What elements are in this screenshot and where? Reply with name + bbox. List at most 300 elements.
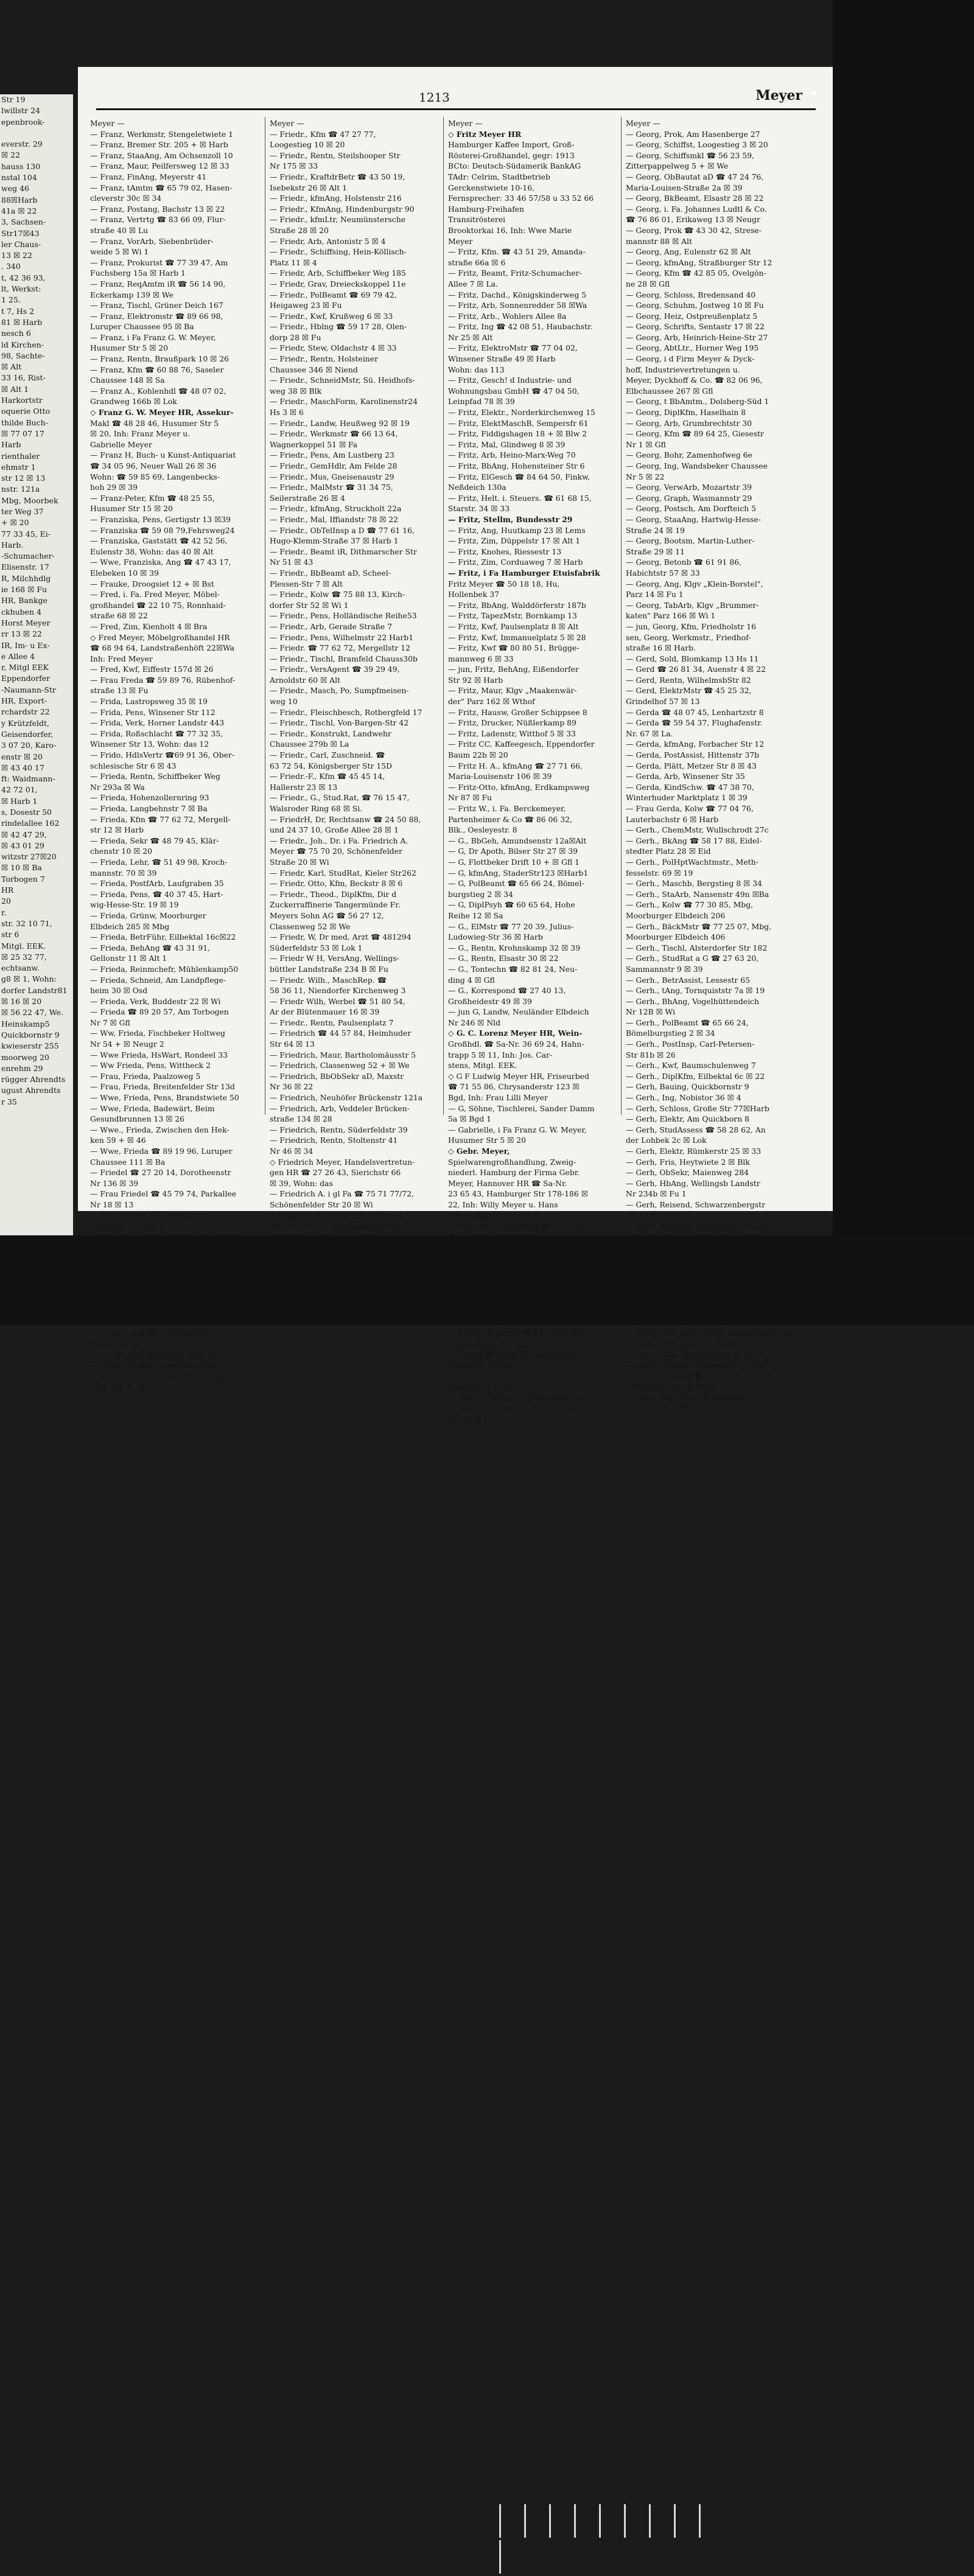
- edge-mark: [499, 2504, 501, 2538]
- left-fragment-line: lt, Werkst:: [1, 284, 41, 294]
- directory-entry: Winterhuder Marktplatz 1 ☒ 39: [626, 793, 748, 803]
- directory-entry: Nr 36 ☒ 22: [270, 1082, 314, 1092]
- directory-entry: — Frieda, PostfArb, Laufgraben 35: [90, 879, 224, 888]
- directory-entry: katen" Parz 166 ☒ Wi 1: [626, 611, 716, 621]
- directory-entry: gen HR ☎ 27 26 43, Sierichstr 66: [270, 1168, 401, 1178]
- directory-entry: Meyers Sohn AG ☎ 56 27 12,: [270, 910, 384, 920]
- left-fragment-line: r, Mitgl EEK: [1, 663, 49, 672]
- directory-entry: TAdr: Celrim, Stadtbetrieb: [448, 172, 550, 181]
- left-fragment-line: kwieserstr 255: [1, 1041, 59, 1051]
- directory-entry: — Georg, KondMstr., An der Alster: [448, 1403, 581, 1413]
- directory-entry: Reihe 12 ☒ Sa: [448, 910, 503, 920]
- left-fragment-line: rchardstr 22: [1, 707, 50, 717]
- directory-entry: — Friedrich A. i gl Fa ☎ 75 71 77/72,: [270, 1189, 414, 1199]
- directory-entry: — Franz, i Fa Franz G. W. Meyer,: [90, 332, 216, 342]
- directory-entry: — Friedr., PolBeamt ☎ 69 79 42,: [270, 290, 397, 299]
- directory-entry: — Franz, tAmtm ☎ 65 79 02, Hasen-: [90, 183, 233, 192]
- directory-entry: — G., Tontechn ☎ 82 81 24, Neu-: [448, 964, 578, 974]
- directory-entry: — Gerh., StudRat a G ☎ 27 63 20,: [626, 954, 759, 963]
- directory-entry: Zitterpappelweg 5 + ☒ We: [626, 161, 729, 171]
- left-fragment-line: str. 32 10 71,: [1, 918, 52, 928]
- directory-entry: — Georg, StaaAng, Hartwig-Hesse-: [626, 514, 761, 524]
- directory-entry: stens, Mitgl. EEK.: [448, 1061, 517, 1070]
- directory-entry: — Friedr., Pens, Am Lustberg 23: [270, 450, 394, 460]
- directory-entry: Großheidestr 49 ☒ 39: [448, 996, 532, 1006]
- directory-entry: burgstieg 2 ☒ 34: [448, 889, 513, 899]
- left-fragment-line: str 12 ☒ 13: [1, 473, 46, 483]
- left-fragment-line: ☒ Alt: [1, 362, 22, 372]
- left-fragment-line: ☒ 77 07 17: [1, 428, 44, 438]
- directory-entry: — Frieda, Sekr ☎ 48 79 45, Klär-: [90, 836, 219, 845]
- directory-entry: — Frau Freda ☎ 59 89 76, Rübenhof-: [90, 675, 236, 685]
- directory-entry: — Frieda, Schneid, Am Landpflege-: [90, 975, 226, 985]
- left-fragment-line: enrehm 29: [1, 1063, 43, 1073]
- edge-mark: [574, 2504, 576, 2538]
- left-fragment-line: 42 72 01,: [1, 785, 38, 795]
- directory-entry: — Fritz, BbAng, Hohensteiner Str 6: [448, 461, 585, 470]
- directory-entry: ☎ 75 71 71/72, Schönenfelder Str: [270, 1221, 402, 1231]
- directory-entry: — Fritz, Hausw, Großer Schippsee 8: [448, 707, 587, 717]
- directory-entry: — Franz, Postang, Bachstr 13 ☒ 22: [90, 204, 225, 214]
- directory-entry: — Fritz H. A., kfmAng ☎ 27 71 66,: [448, 761, 583, 770]
- directory-entry: — Friedrich, Rentn, Stoltenstr 41: [270, 1136, 398, 1145]
- directory-entry: Nr 87 ☒ Fu: [448, 793, 492, 803]
- left-fragment-line: r.: [1, 907, 7, 917]
- directory-entry: — Gabrielle, i Fa Franz G. W. Meyer,: [448, 1125, 587, 1134]
- edge-mark: [699, 2504, 701, 2538]
- directory-entry: — Gerh., PolBeamt ☎ 65 66 24,: [626, 1017, 749, 1027]
- directory-entry: — Friedr., G., Stud.Rat, ☎ 76 15 47,: [270, 793, 410, 803]
- directory-entry: schlesische Str 6 ☒ 43: [90, 761, 177, 770]
- directory-entry: Gellonstr 11 ☒ Alt 1: [90, 954, 167, 963]
- directory-entry: — Friedr., Arb, Gerade Straße 7: [270, 621, 393, 631]
- directory-entry: — Georg, AbtLtr., Horner Weg 195: [626, 343, 759, 353]
- column-3: [448, 118, 615, 1424]
- directory-entry: Str 64 ☒ 13: [270, 1039, 315, 1049]
- directory-entry: — Wwe., Frieda, Zwischen den Hek-: [90, 1125, 229, 1134]
- left-fragment-line: ☒ 56 22 47, We.: [1, 1008, 63, 1017]
- directory-entry: Allee 7 ☒ La.: [448, 279, 498, 288]
- directory-entry: — Fred, Zim, Kienholt 4 ☒ Bra: [90, 621, 208, 631]
- directory-entry: trapp 5 ☒ 11, Inh: Jos. Car-: [448, 1050, 553, 1059]
- directory-entry: — Gerh, Elektr, Am Quickborn 8: [626, 1114, 749, 1124]
- left-fragment-line: str 6: [1, 930, 19, 940]
- directory-entry: — Wwe, Frieda, Pens, Brandstwiete 50: [90, 1093, 239, 1103]
- directory-entry: — Friedrich ☎ 44 57 84, Heimhuder: [270, 1028, 412, 1038]
- directory-entry: Partenheimer & Co ☎ 86 06 32,: [448, 814, 572, 824]
- left-fragment-line: 77 33 45, Ei-: [1, 529, 51, 539]
- directory-entry: Nr 5 ☒ 22: [626, 472, 665, 481]
- directory-entry: — Wwe, Frieda ☎ 89 19 96, Luruper: [90, 1147, 233, 1156]
- directory-entry: mannweg 6 ☒ 33: [448, 654, 514, 663]
- directory-entry: — Frau Gerda, Kolw ☎ 77 04 76,: [626, 804, 754, 813]
- directory-entry: — Friedr, Schloss, Aue-Insel 13b: [90, 1360, 215, 1370]
- directory-entry: — Franz, Elektromstr ☎ 89 66 98,: [90, 311, 223, 321]
- directory-entry: — Friedr, Arb, Antonistr 5 ☒ 4: [270, 236, 386, 246]
- directory-entry: weg 10: [270, 697, 298, 707]
- directory-entry: Starstr. 34 ☒ 33: [448, 504, 510, 514]
- scan-bottom-edge: [0, 1235, 974, 1325]
- directory-entry: — Fritz, Elektr., Norderkirchenweg 15: [448, 408, 596, 417]
- directory-entry: — Georg, Heiz, Ostpreußenplatz 5: [626, 311, 758, 321]
- left-fragment-line: 98, Sachte-: [1, 351, 45, 360]
- directory-entry: straße 66a ☒ 6: [448, 257, 506, 267]
- directory-entry: — Frieda, Rentn, Schiffbeker Weg: [90, 772, 220, 781]
- directory-entry: — Friedr., Tischl, Bramfeld Chauss30b: [270, 654, 418, 663]
- directory-entry: — Frido, HdlsVertr ☎69 91 36, Ober-: [90, 750, 235, 760]
- directory-entry: Elbdeich 285 ☒ Mbg: [90, 921, 170, 931]
- directory-entry: 58 36 11, Niendorfer Kirchenweg 3: [270, 986, 406, 996]
- directory-entry: — Franz, Vertrtg ☎ 83 66 09, Flur-: [90, 215, 226, 225]
- directory-entry: Nr 42 ☒ Harb: [626, 1210, 679, 1220]
- left-fragment-line: -Schumacher-: [1, 551, 55, 561]
- directory-entry: — Friedr., kfmAng, Holstenstr 216: [270, 194, 402, 203]
- directory-entry: — Fritz, Ing ☎ 42 08 51, Haubachstr.: [448, 322, 593, 332]
- directory-entry: — Frieda, Reinmchefr, Mühlenkamp50: [90, 964, 239, 974]
- directory-entry: — Fritz, ElektMaschB, Sempersfr 61: [448, 418, 589, 428]
- directory-entry: 5a ☒ Bgd 1: [448, 1114, 492, 1124]
- directory-entry: — G, kfmAng, StaderStr123 ☒Harb1: [448, 868, 589, 878]
- directory-entry: selmünder Str 10 ☒ 43: [626, 1382, 714, 1392]
- directory-entry: — Frieda, Langbehnstr 7 ☒ Ba: [90, 804, 208, 813]
- directory-entry: Platz 11 ☒ 4: [270, 257, 317, 267]
- directory-entry: — Gerd ☎ 26 81 34, Auenstr 4 ☒ 22: [626, 665, 766, 674]
- directory-entry: — Friedr, Ing, Wiesenstr 33 ☒ 19: [90, 1350, 217, 1360]
- left-fragment-line: HR: [1, 885, 14, 895]
- directory-entry: — Georg, i. Fa. Johannes Ludtl & Co.: [626, 204, 767, 214]
- directory-entry: — Friedr., Theod., DiplKfm, Dir d: [270, 889, 397, 899]
- directory-entry: Str 81b ☒ 26: [626, 1050, 676, 1059]
- directory-entry: — G., Korrespond ☎ 27 40 13,: [448, 986, 566, 996]
- directory-entry: — Gebr, Wwe, Milchhdl ☎ 42 81 41,: [448, 1221, 589, 1231]
- directory-entry: 63 72 54, Königsberger Str 15D: [270, 761, 393, 770]
- directory-entry: — Gerd, Rentn, WilhelmsbStr 82: [626, 675, 751, 685]
- directory-entry: — Georg, Schiffst, Loogestieg 3 ☒ 20: [626, 140, 768, 150]
- left-fragment-line: Harb: [1, 440, 21, 450]
- directory-entry: — Gerh, Bauing, Quickbornstr 9: [626, 1082, 749, 1092]
- directory-entry: heim 30 ☒ Osd: [90, 986, 148, 996]
- directory-entry: Lauterbachstr 6 ☒ Harb: [626, 814, 719, 824]
- directory-entry: Meyer: [448, 236, 473, 246]
- column-divider: [443, 117, 444, 1115]
- directory-entry: — Georg, i d Firm Meyer & Dyck-: [626, 354, 755, 364]
- directory-entry: fersweg 17 ☒ 33: [448, 1382, 512, 1392]
- directory-entry: der" Parz 162 ☒ Wthof: [448, 697, 535, 707]
- directory-entry: — Fritz, Zim, Düppelstr 17 ☒ Alt 1: [448, 536, 581, 546]
- directory-entry: weide 5 ☒ Wi 1: [90, 247, 149, 257]
- directory-entry: — Fritz, Arb., Wohlers Allee 8a: [448, 311, 567, 321]
- directory-entry: — Frau, Frieda, Paalzoweg 5: [90, 1071, 201, 1081]
- directory-entry: — Gerh, Plattens, Querkamp 65 ☒ 34: [626, 1221, 769, 1231]
- left-fragment-line: ☒ 43 40 17: [1, 763, 44, 772]
- left-fragment-line: nstr. 121a: [1, 484, 40, 494]
- directory-entry: Leinpfad 78 ☒ 39: [448, 397, 515, 407]
- directory-entry: Elbchaussee 267 ☒ Gfl: [626, 386, 713, 396]
- directory-entry: — Friedr, Grav, Dreieckskoppel 11e: [270, 279, 406, 288]
- directory-entry: Eckerkamp 139 ☒ We: [90, 290, 173, 299]
- directory-entry: niederl. Hamburg der Firma Gebr.: [448, 1168, 580, 1178]
- left-fragment-line: dorfer Landstr81: [1, 985, 68, 995]
- directory-entry: — Georg, Prok, Am Hasenberge 27: [626, 129, 760, 139]
- directory-entry: Moorburger Elbdeich 206: [626, 910, 726, 920]
- scan-background: [833, 0, 974, 1325]
- left-fragment-line: . 340: [1, 262, 21, 271]
- left-fragment-line: 1 25.: [1, 295, 21, 305]
- left-fragment-line: R, Milchhdlg: [1, 573, 51, 583]
- left-fragment-line: everstr. 29: [1, 139, 43, 149]
- directory-entry: Nr 7 ☒ Gfl: [90, 1017, 130, 1027]
- directory-entry: — Friedr., KraftdrBetr ☎ 43 50 19,: [270, 172, 405, 181]
- directory-entry: — Gerh, ObSekr, Maienweg 284: [626, 1168, 749, 1178]
- directory-entry: — Franz, ReqAmtm iR ☎ 56 14 90,: [90, 279, 226, 288]
- left-fragment-line: rr 13 ☒ 22: [1, 629, 42, 639]
- directory-entry: — G, PolBeamt ☎ 65 66 24, Bömel-: [448, 879, 584, 888]
- directory-entry: Meyer, beide Hannover: [448, 1210, 538, 1220]
- directory-entry: — Fritz, ElGesch ☎ 84 64 50, Finkw,: [448, 472, 590, 481]
- left-fragment-line: HR, Export-: [1, 696, 47, 706]
- directory-entry: — jun, Georg, Kfm, Friedholstr 16: [626, 621, 757, 631]
- directory-entry: Großhdl. ☎ Sa-Nr. 36 69 24, Hahn-: [448, 1039, 584, 1049]
- directory-entry: ken 59 + ☒ 46: [90, 1136, 146, 1145]
- directory-entry: — Friedr., Pens, Holländische Reihe53: [270, 611, 417, 621]
- directory-page: [78, 67, 833, 1423]
- directory-entry: — Fritz W., i. Fa. Berckemeyer,: [448, 804, 566, 813]
- directory-entry: — Georg, Bootsm, Martin-Luther-: [626, 536, 755, 546]
- directory-entry: — Gerh, StudAssess ☎ 58 28 62, An: [626, 1125, 766, 1134]
- directory-entry: Parz 14 ☒ Fu 1: [626, 590, 684, 599]
- left-fragment-line: ld Kirchen-: [1, 340, 44, 349]
- left-fragment-line: HR, Bankge: [1, 596, 47, 606]
- directory-entry: — Georg, Graph, Wasmannstr 29: [626, 493, 752, 503]
- directory-entry: — Gerh, Elektr, Rümkerstr 25 ☒ 33: [626, 1147, 762, 1156]
- directory-entry: Ar der Blütenmauer 16 ☒ 39: [270, 1007, 380, 1017]
- left-fragment-line: 3, Sachsen-: [1, 217, 46, 227]
- directory-entry: — Georg, Filmvorf, Colonnaden 15: [448, 1392, 581, 1402]
- directory-entry: — Georg, Kfm ☎ 42 85 05, Ovelgön-: [626, 268, 766, 278]
- left-fragment-line: 41a ☒ 22: [1, 206, 37, 215]
- directory-entry: Husumer Str 15 ☒ 20: [90, 504, 173, 514]
- directory-entry: straße 13 ☒ Fu: [90, 686, 149, 696]
- directory-entry: Spielwarengroßhandlung, Zweig-: [448, 1157, 576, 1167]
- column-1: [90, 118, 258, 1392]
- directory-entry: Meyer, Hannover HR ☎ Sa-Nr.: [448, 1178, 567, 1188]
- directory-entry: — Fritz, Gesch! d Industrie- und: [448, 375, 572, 385]
- directory-entry: — Georg, Postsch, Am Dorfteich 5: [626, 504, 757, 514]
- directory-entry: — Gerh., Tischl, Alsterdorfer Str 182: [626, 943, 768, 952]
- directory-entry: — Friedr., HafArb, Holländische: [90, 1328, 213, 1338]
- directory-entry: Husumer Str 5 ☒ 20: [90, 343, 169, 353]
- directory-entry: Hugo-Klemm-Straße 37 ☒ Harb 1: [270, 536, 399, 546]
- directory-entry: — Fritz, Mal, Glindweg 8 ☒ 39: [448, 439, 566, 449]
- column-2: [270, 118, 437, 1318]
- directory-entry: Eulenstr 38, Wohn: das 40 ☒ Alt: [90, 546, 214, 556]
- directory-entry: — Gerda, kfmAng, Forbacher Str 12: [626, 739, 765, 749]
- directory-entry: — Georg, Ing, Wandsbeker Chaussee: [626, 461, 768, 470]
- directory-entry: Süderfeldstr 53 ☒ Lok 1: [270, 943, 363, 952]
- directory-entry: ☎ 76 86 01, Erikaweg 13 ☒ Neugr: [626, 215, 760, 225]
- left-fragment-line: Str17☒43: [1, 228, 40, 238]
- directory-entry: — Georg, Ang, Eulenstr 62 ☒ Alt: [626, 247, 751, 257]
- directory-entry: — Franz, Rentn, Braußpark 10 ☒ 26: [90, 354, 229, 364]
- left-fragment-line: ft: Waidmann-: [1, 774, 55, 784]
- directory-entry: — Fritz, Maur, Klgv „Maakenwär-: [448, 686, 577, 696]
- directory-entry: — Franziska, Gaststätt ☎ 42 52 56,: [90, 536, 228, 546]
- directory-entry: — G., ElMstr ☎ 77 20 39, Julius-: [448, 921, 574, 931]
- directory-entry: der Lohbek 2c ☒ Lok: [626, 1136, 707, 1145]
- page-number: 1213: [419, 90, 450, 105]
- directory-entry: Gesundbrunnen 13 ☒ 26: [90, 1114, 185, 1124]
- directory-entry: — Fritz, Kwf ☎ 80 80 51, Brügge-: [448, 643, 580, 653]
- left-fragment-line: rienthaler: [1, 451, 40, 461]
- directory-entry: — G, Dr Apoth, Bilser Str 27 ☒ 39: [448, 846, 578, 856]
- directory-entry: — Friedr., Konstrukt, Landwehr: [270, 728, 391, 738]
- directory-entry: — Friedr.-F., Kfm ☎ 45 45 14,: [270, 772, 385, 781]
- directory-entry: weg 38 ☒ Blk: [270, 386, 322, 396]
- directory-entry: — Gerh., PolHptWachtmstr., Meth-: [626, 857, 759, 867]
- directory-entry: — Gerh, Fris, Heytwiete 2 ☒ Blk: [626, 1157, 750, 1167]
- directory-entry: — Friedr., Kolw ☎ 75 88 13, Kirch-: [270, 590, 405, 599]
- directory-entry: Nr 54 + ☒ Neugr 2: [90, 1039, 164, 1049]
- directory-entry: Nr 246 ☒ Nld: [448, 1017, 501, 1027]
- directory-entry: Sammannstr 9 ☒ 39: [626, 964, 703, 974]
- directory-entry: Hollenbek 37: [448, 590, 499, 599]
- directory-entry: Maria-Louisenstr 106 ☒ 39: [448, 772, 552, 781]
- directory-entry: — Friedr., SchneidMstr, Sü. Heidhofs-: [270, 375, 415, 385]
- page-edge-marks: [499, 2504, 730, 2541]
- directory-entry: wig-Hesse-Str. 19 ☒ 19: [90, 900, 179, 910]
- directory-entry: str 12 ☒ Harb: [90, 825, 144, 835]
- left-fragment-line: hauss 130: [1, 161, 41, 171]
- directory-entry: — Frida, Verk, Horner Landstr 443: [90, 718, 225, 728]
- directory-entry: — Friedr., Rentn, Paulsenplatz 7: [270, 1017, 394, 1027]
- directory-entry: Parz 234 ☒ 34: [90, 1382, 145, 1392]
- left-fragment-line: 13 ☒ 22: [1, 251, 32, 260]
- header-rule: [96, 108, 816, 110]
- directory-entry: ◇ Gebr. Meyer,: [448, 1147, 510, 1156]
- directory-entry: Winsener Straße 49 ☒ Harb: [448, 354, 556, 364]
- directory-entry: Zuckerraffinerie Tangermünde Fr.: [270, 900, 401, 910]
- directory-entry: — Georg, Zigarren ☎ 21 70 45, Sie-: [448, 1328, 587, 1338]
- directory-entry: — Fritz, Ladenstr, Witthof 5 ☒ 33: [448, 728, 576, 738]
- directory-entry: ☒ 20, Inh: Franz Meyer u.: [90, 429, 191, 439]
- directory-entry: Transitrösterei: [448, 215, 506, 225]
- left-fragment-line: epenbrook-: [1, 117, 45, 127]
- directory-entry: — Gerh, Lehr ☎ 55 85 92, Riekbornweg 11a: [626, 1328, 797, 1338]
- left-fragment-line: thilde Buch-: [1, 417, 48, 427]
- directory-entry: — Friedr., Rentn, Steilshooper Str: [270, 150, 401, 160]
- directory-entry: — Friedrich, BbObSekr aD, Maxstr: [270, 1071, 404, 1081]
- directory-entry: — Friedrich, Classenweg 52 + ☒ We: [270, 1061, 410, 1070]
- directory-entry: Meyer ☎ 75 70 20, Schönenfelder: [270, 846, 402, 856]
- left-fragment-line: [0, 128, 73, 139]
- directory-entry: — Georg, Prok ☎ 43 30 42, Strese-: [626, 225, 762, 235]
- directory-entry: — Frieda, BehAng ☎ 43 31 91,: [90, 943, 211, 952]
- directory-entry: — Frieda, BetrFühr, Eilbektal 16c☒22: [90, 932, 236, 942]
- directory-entry: — Wwe, Frieda, Badewärt, Beim: [90, 1103, 215, 1113]
- directory-entry: dorp 28 ☒ Fu: [270, 332, 321, 342]
- directory-entry: Wohn: ☎ 59 85 69, Langenbecks-: [90, 472, 220, 481]
- directory-entry: — Franz-Peter, Kfm ☎ 48 25 55,: [90, 493, 215, 503]
- directory-entry: Hamburg-Freihafen: [448, 204, 524, 214]
- directory-entry: — Franz, Werkmstr, Stengeletwiete 1: [90, 129, 233, 139]
- directory-entry: ◇ G F Ludwig Meyer HR, Friseurbed: [448, 1071, 589, 1081]
- directory-entry: Chaussee 111 ☒ Ba: [90, 1157, 166, 1167]
- directory-entry: — Georg, Bohr, Zamenhofweg 6e: [626, 450, 752, 460]
- left-fragment-line: t 7, Hs 2: [1, 306, 35, 316]
- directory-entry: Bömelburgstieg 2 ☒ 34: [626, 1028, 715, 1038]
- directory-entry: Schönenfelder Str 20 ☒ Wi: [270, 1199, 373, 1209]
- scan-speck: [812, 91, 816, 95]
- directory-entry: BCto: Deutsch-Südamerik BankAG: [448, 161, 581, 171]
- edge-mark: [549, 2504, 551, 2538]
- directory-entry: — Gerh., Arb, Klgv 515 Parz 46: [626, 1339, 746, 1349]
- edge-mark: [499, 2540, 501, 2574]
- left-fragment-line: enstr ☒ 20: [1, 752, 43, 761]
- directory-entry: vekingsallee 100 ☒ 26: [448, 1339, 534, 1349]
- column-4: [626, 118, 797, 1414]
- directory-entry: — Friedrich, Neuhöfer Brückenstr 121a: [270, 1093, 423, 1103]
- left-fragment-line: Str 19: [1, 95, 26, 104]
- left-fragment-line: rügger Ahrendts: [1, 1075, 66, 1084]
- directory-entry: — Franz A., Kohlenhdl ☎ 48 07 02,: [90, 386, 226, 396]
- directory-entry: Straße 28 ☒ 20: [270, 225, 329, 235]
- directory-entry: — Georg, Schloss, Bredensand 40: [626, 290, 756, 299]
- directory-entry: — Fritz, BbAng, Walddörferstr 187b: [448, 600, 586, 610]
- directory-entry: — Gerda, Arb, Winsener Str 35: [626, 772, 745, 781]
- left-fragment-line: oquerie Otto: [1, 407, 51, 416]
- directory-entry: — G., Rentn, Krohnskamp 32 ☒ 39: [448, 943, 581, 952]
- directory-entry: Moorburger Elbdeich 406: [626, 932, 726, 942]
- left-fragment-line: 88☒Harb: [1, 195, 38, 204]
- directory-entry: — Friedr, Stew, Oldachstr 4 ☒ 33: [270, 343, 397, 353]
- directory-entry: — Gerh., Kwf, Baumschulenweg 7: [626, 1061, 756, 1070]
- directory-entry: — Frau Friedel ☎ 45 79 74, Parkallee: [90, 1189, 237, 1199]
- left-fragment-line: g8 ☒ 1, Wohn:: [1, 974, 57, 984]
- left-fragment-line: ☒ 22: [1, 150, 21, 160]
- directory-entry: Meyer, Dyckhoff & Co. ☎ 82 06 96,: [626, 375, 763, 385]
- directory-entry: — Franz, Maur, Peilfersweg 12 ☒ 33: [90, 161, 229, 171]
- directory-entry: Nr 234b ☒ Fu 1: [626, 1189, 687, 1199]
- directory-entry: — Wwe Frieda, HsWart, Rondeel 33: [90, 1050, 228, 1059]
- directory-entry: — Franz H, Buch- u Kunst-Antiquariat: [90, 450, 236, 460]
- directory-entry: ◇ Fritz Meyer HR: [448, 129, 522, 139]
- left-page-fragment: [0, 94, 73, 1305]
- left-fragment-line: ehmstr 1: [1, 462, 36, 472]
- directory-entry: — Fritz, Ang, Huutkamp 23 ☒ Lems: [448, 525, 586, 535]
- directory-entry: großhandel ☎ 22 10 75, Ronnhaid-: [90, 600, 226, 610]
- directory-entry: — Fritz, Kfm. ☎ 43 51 29, Amanda-: [448, 247, 586, 257]
- directory-entry: Gerckenstwiete 10-16,: [448, 183, 535, 192]
- directory-entry: Heigaweg 23 ☒ Fu: [270, 301, 342, 310]
- left-fragment-line: Eppendorfer: [1, 674, 51, 683]
- directory-entry: — Georg, Schrifts, Sentastr 17 ☒ 22: [626, 322, 765, 332]
- directory-entry: straße 68 ☒ 22: [90, 611, 148, 621]
- directory-entry: Habichtstr 57 ☒ 33: [626, 568, 700, 578]
- directory-entry: Straße 20 ☒ Wi: [270, 857, 329, 867]
- directory-entry: — Georg, Schiffsmkl ☎ 56 23 59,: [626, 150, 754, 160]
- directory-entry: — jun G, Landw, Neuländer Elbdeich: [448, 1007, 589, 1017]
- directory-entry: Wohnungsbau GmbH ☎ 47 04 50,: [448, 386, 580, 396]
- directory-entry: — Friedr., ObTelInsp a D ☎ 77 61 16,: [270, 525, 415, 535]
- directory-entry: chenstr 10 ☒ 20: [90, 846, 152, 856]
- directory-entry: — Georg, Arb, Heinrich-Heine-Str 27: [626, 332, 768, 342]
- left-fragment-line: ckhuben 4: [1, 607, 42, 616]
- left-fragment-line: Mbg, Moorbek: [1, 495, 58, 505]
- left-fragment-line: ter Weg 37: [1, 506, 44, 516]
- directory-entry: — Frieda, Grünw, Moorburger: [90, 910, 206, 920]
- directory-entry: — Fritz, i Fa Hamburger Etuisfabrik: [448, 568, 600, 578]
- directory-entry: — Gerh., BkAng ☎ 58 17 88, Eidel-: [626, 836, 762, 845]
